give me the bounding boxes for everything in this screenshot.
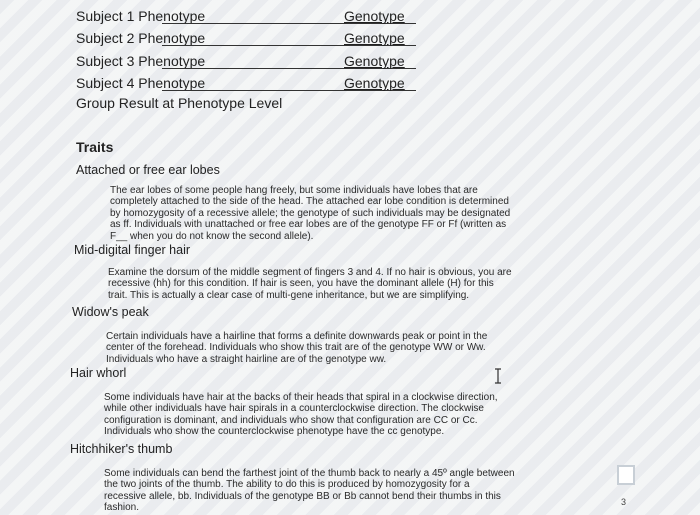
text-line: while other individuals have hair spirals in a counterclockwise direction. The clockwise	[104, 403, 484, 415]
text-line: The ear lobes of some people hang freely, but some individuals have lobes that are	[110, 185, 478, 196]
subject-4-genotype-label: Genotype	[344, 75, 405, 91]
text-line: Examine the dorsum of the middle segment of fingers 3 and 4. If no hair is obvious, you are	[108, 267, 512, 278]
text-line: as ff. Individuals with unattached or free ear lobes are of the genotype FF or Ff (written as	[110, 219, 507, 231]
trait-widows-peak-title: Widow's peak	[72, 305, 149, 319]
group-result-label: Group Result at Phenotype Level	[76, 95, 283, 111]
trait-hitchhikers-thumb-description	[104, 468, 515, 514]
traits-heading: Traits	[76, 139, 114, 155]
subject-4-phenotype-label: Subject 4 Phenotype	[76, 75, 206, 91]
text-line: Some individuals have hair at the backs of their heads that spiral in a clockwise direction,	[104, 392, 498, 403]
trait-ear-lobes-description	[110, 185, 510, 242]
text-line: the two joints of the thumb. The ability to do this is produced by homozygosity for a	[104, 479, 470, 491]
text-cursor-icon	[493, 368, 503, 384]
subject-3-phenotype-label: Subject 3 Phenotype	[76, 53, 206, 69]
subject-2-row	[76, 27, 416, 49]
text-line: Certain individuals have a hairline that forms a definite downwards peak or point in the	[106, 331, 488, 342]
trait-widows-peak-description	[106, 331, 487, 365]
text-line: configuration is dominant, and individuals who show that configuration are CC or Cc.	[104, 414, 478, 426]
subject-1-genotype-label: Genotype	[344, 8, 405, 24]
text-line: completely attached to the side of the head. The attached ear lobe condition is determined	[110, 196, 509, 208]
text-line: F__ when you do not know the second allele).	[110, 230, 314, 242]
text-line: recessive allele, bb. Individuals of the genotype BB or Bb cannot bend their thumbs in this	[104, 490, 501, 502]
subject-1-row	[76, 5, 416, 27]
text-line: Some individuals can bend the farthest joint of the thumb back to nearly a 45º angle between	[104, 468, 515, 479]
trait-hair-whorl-description	[104, 392, 498, 438]
text-line: center of the forehead. Individuals who show this trait are of the genotype WW or Ww.	[106, 342, 486, 354]
trait-hitchhikers-thumb-title: Hitchhiker's thumb	[70, 442, 173, 456]
answer-checkbox[interactable]	[617, 465, 635, 485]
page-number: 3	[621, 497, 627, 507]
subject-2-genotype-label: Genotype	[344, 30, 405, 46]
text-line: recessive (hh) for this condition. If hair is seen, you have the dominant allele (H) for this	[108, 278, 494, 290]
subject-2-phenotype-label: Subject 2 Phenotype	[76, 30, 206, 46]
text-line: by homozygosity of a recessive allele; the genotype of such individuals may be designated	[110, 207, 511, 219]
trait-finger-hair-title: Mid-digital finger hair	[74, 243, 191, 257]
subject-1-phenotype-label: Subject 1 Phenotype	[76, 8, 206, 24]
text-line: fashion.	[104, 502, 140, 514]
text-line: trait. This is actually a clear case of multi-gene inheritance, but we are simplifying.	[108, 289, 470, 301]
subject-3-genotype-label: Genotype	[344, 53, 405, 69]
text-line: Individuals who have a straight hairline are of the genotype ww.	[106, 353, 387, 365]
text-line: Individuals who show the counterclockwise phenotype have the cc genotype.	[104, 426, 445, 438]
trait-finger-hair-description	[108, 267, 512, 301]
trait-ear-lobes-title: Attached or free ear lobes	[76, 163, 220, 177]
subject-4-row	[76, 72, 416, 94]
trait-hair-whorl-title: Hair whorl	[70, 366, 127, 380]
subject-3-row	[76, 50, 416, 72]
